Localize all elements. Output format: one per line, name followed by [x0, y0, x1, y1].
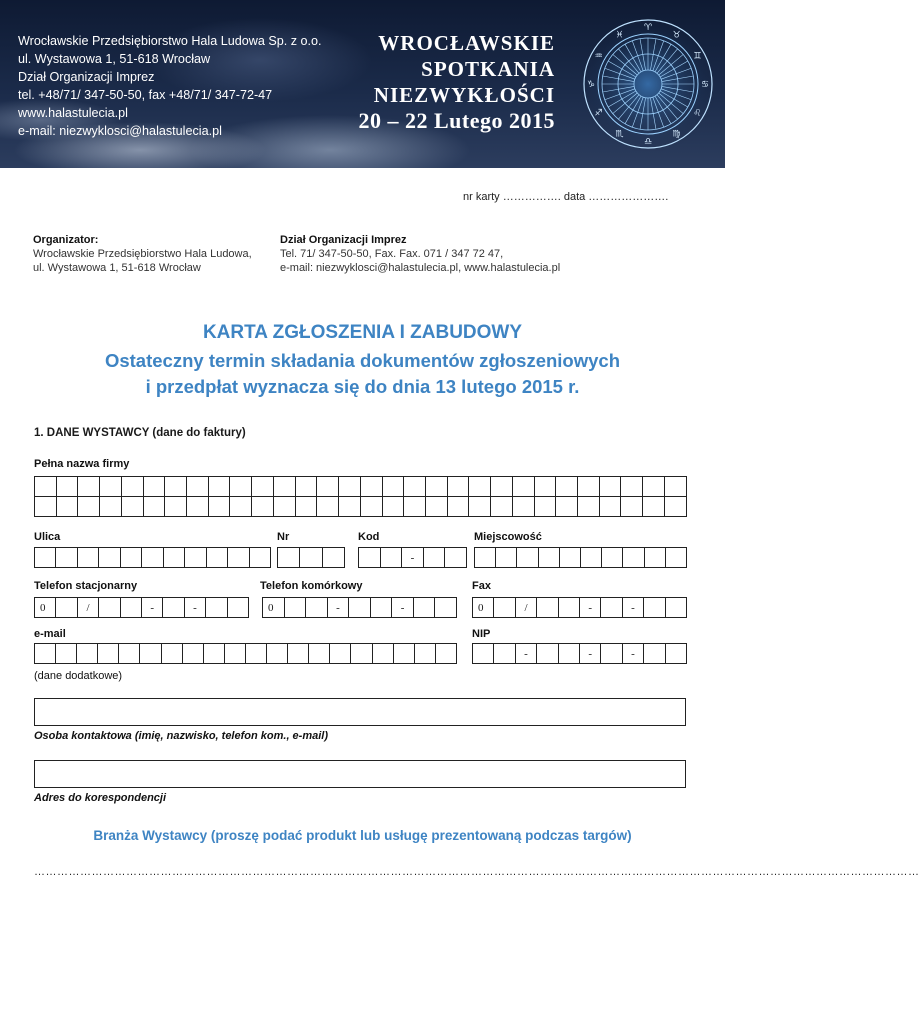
letter-box[interactable] [317, 476, 339, 497]
letter-box[interactable] [469, 496, 491, 517]
letter-box[interactable] [473, 643, 494, 664]
mobile-grid[interactable] [262, 597, 457, 618]
zodiac-sign-icon: ♑ [587, 80, 596, 90]
letter-box[interactable] [537, 643, 558, 664]
letter-box[interactable] [187, 476, 209, 497]
city-grid[interactable] [474, 547, 687, 568]
zodiac-sign-icon: ♐ [594, 108, 603, 119]
letter-box[interactable] [122, 476, 144, 497]
letter-box[interactable] [250, 547, 271, 568]
letter-box[interactable] [100, 496, 122, 517]
letter-box[interactable] [274, 476, 296, 497]
letter-box[interactable] [381, 547, 403, 568]
letter-box[interactable] [559, 643, 580, 664]
letter-box[interactable] [517, 547, 538, 568]
letter-box[interactable] [621, 496, 643, 517]
department-line: Tel. 71/ 347-50-50, Fax. Fax. 071 / 347 72 47, [280, 248, 504, 260]
letter-box[interactable] [230, 476, 252, 497]
letter-box[interactable] [99, 597, 120, 618]
letter-box[interactable] [491, 496, 513, 517]
mobile-label: Telefon komórkowy [260, 580, 363, 592]
letter-box[interactable] [513, 496, 535, 517]
letter-box[interactable] [163, 597, 184, 618]
letter-box[interactable] [578, 476, 600, 497]
letter-box[interactable] [494, 643, 515, 664]
letter-box[interactable] [288, 643, 309, 664]
letter-box[interactable] [426, 496, 448, 517]
zodiac-sign-icon: ♉ [672, 30, 681, 41]
letter-box[interactable] [35, 476, 57, 497]
letter-box[interactable] [373, 643, 394, 664]
fax-label: Fax [472, 580, 491, 592]
letter-box[interactable] [361, 496, 383, 517]
letter-box[interactable] [623, 547, 644, 568]
letter-box[interactable]: 0 [473, 597, 494, 618]
header-line: www.halastulecia.pl [18, 106, 128, 120]
section-heading: 1. DANE WYSTAWCY (dane do faktury) [34, 427, 246, 439]
letter-box[interactable] [644, 643, 665, 664]
header-line: Dział Organizacji Imprez [18, 70, 155, 84]
letter-box[interactable] [57, 496, 79, 517]
letter-box[interactable] [666, 597, 687, 618]
letter-box[interactable] [496, 547, 517, 568]
letter-box[interactable] [513, 476, 535, 497]
correspondence-address-label: Adres do korespondencji [34, 792, 167, 804]
letter-box[interactable]: - [328, 597, 350, 618]
number-grid[interactable] [277, 547, 345, 568]
full-name-grid-row-2[interactable] [34, 496, 687, 517]
landline-grid[interactable] [34, 597, 249, 618]
letter-box[interactable] [230, 496, 252, 517]
letter-box[interactable] [121, 597, 142, 618]
letter-box[interactable] [448, 476, 470, 497]
letter-box[interactable] [359, 547, 381, 568]
letter-box[interactable] [165, 476, 187, 497]
letter-box[interactable] [666, 643, 687, 664]
zodiac-sign-icon: ♒ [594, 51, 603, 62]
letter-box[interactable] [351, 643, 372, 664]
letter-box[interactable] [99, 547, 120, 568]
letter-box[interactable] [142, 547, 163, 568]
letter-box[interactable] [330, 643, 351, 664]
letter-box[interactable] [119, 643, 140, 664]
organizer-block [33, 233, 252, 275]
fax-grid[interactable] [472, 597, 687, 618]
zodiac-sign-icon: ♋ [701, 80, 710, 90]
deadline-line-1: Ostateczny termin składania dokumentów zgłoszeniowych [104, 350, 621, 371]
letter-box[interactable] [285, 597, 307, 618]
letter-box[interactable] [207, 547, 228, 568]
letter-box[interactable] [621, 476, 643, 497]
letter-box[interactable]: / [516, 597, 537, 618]
letter-box[interactable] [435, 597, 457, 618]
letter-box[interactable] [539, 547, 560, 568]
letter-box[interactable] [56, 547, 77, 568]
letter-box[interactable] [383, 476, 405, 497]
letter-box[interactable]: - [142, 597, 163, 618]
letter-box[interactable] [122, 496, 144, 517]
letter-box[interactable]: - [185, 597, 206, 618]
zodiac-sign-icon: ♌ [693, 108, 702, 119]
letter-box[interactable] [252, 476, 274, 497]
letter-box[interactable] [665, 476, 687, 497]
event-dates: 20 – 22 Lutego 2015 [358, 108, 555, 133]
letter-box[interactable]: 0 [263, 597, 285, 618]
letter-box[interactable] [394, 643, 415, 664]
letter-box[interactable] [601, 597, 622, 618]
letter-box[interactable] [426, 476, 448, 497]
letter-box[interactable] [414, 597, 436, 618]
postcode-label: Kod [358, 531, 380, 543]
letter-box[interactable] [383, 496, 405, 517]
letter-box[interactable] [306, 597, 328, 618]
nip-grid[interactable] [472, 643, 687, 664]
letter-box[interactable] [274, 496, 296, 517]
letter-box[interactable] [144, 476, 166, 497]
zodiac-sign-icon: ♍ [672, 129, 681, 140]
letter-box[interactable] [78, 476, 100, 497]
header-organizer-contact [18, 32, 322, 140]
letter-box[interactable] [246, 643, 267, 664]
correspondence-address-field[interactable] [34, 760, 686, 788]
zodiac-sign-icon: ♓ [615, 30, 624, 41]
form-title: KARTA ZGŁOSZENIA I ZABUDOWY [202, 322, 523, 343]
letter-box[interactable] [140, 643, 161, 664]
letter-box[interactable] [187, 496, 209, 517]
letter-box[interactable] [559, 597, 580, 618]
letter-box[interactable]: - [580, 643, 601, 664]
zodiac-sign-icon: ♈ [644, 23, 653, 33]
letter-box[interactable] [448, 496, 470, 517]
letter-box[interactable]: / [78, 597, 99, 618]
letter-box[interactable] [469, 476, 491, 497]
letter-box[interactable] [643, 476, 665, 497]
letter-box[interactable] [77, 643, 98, 664]
letter-box[interactable] [323, 547, 345, 568]
letter-box[interactable] [100, 476, 122, 497]
letter-box[interactable] [225, 643, 246, 664]
event-title [295, 30, 555, 134]
letter-box[interactable] [185, 547, 206, 568]
letter-box[interactable] [206, 597, 227, 618]
letter-box[interactable] [339, 476, 361, 497]
letter-box[interactable] [600, 496, 622, 517]
header-line: tel. +48/71/ 347-50-50, fax +48/71/ 347-72-47 [18, 88, 273, 102]
event-title-line: WROCŁAWSKIE [378, 31, 555, 55]
letter-box[interactable] [491, 476, 513, 497]
letter-box[interactable] [666, 547, 687, 568]
industry-dotted-line[interactable]: …………………………………………………………………………………………………………………………………………………………………………………………………………… [34, 866, 920, 878]
letter-box[interactable] [600, 476, 622, 497]
organizer-line: Wrocławskie Przedsiębiorstwo Hala Ludowa, [33, 248, 252, 260]
letter-box[interactable] [644, 597, 665, 618]
letter-box[interactable] [35, 643, 56, 664]
landline-label: Telefon stacjonarny [34, 580, 138, 592]
department-block [280, 233, 560, 275]
letter-box[interactable]: - [623, 597, 644, 618]
letter-box[interactable] [349, 597, 371, 618]
zodiac-wheel-icon [578, 14, 718, 154]
contact-person-label: Osoba kontaktowa (imię, nazwisko, telefon kom., e-mail) [34, 730, 329, 742]
letter-box[interactable] [162, 643, 183, 664]
letter-box[interactable] [404, 476, 426, 497]
department-line: e-mail: niezwyklosci@halastulecia.pl, www.halastulecia.pl [280, 262, 561, 274]
letter-box[interactable] [556, 476, 578, 497]
letter-box[interactable] [300, 547, 322, 568]
letter-box[interactable] [601, 643, 622, 664]
letter-box[interactable] [415, 643, 436, 664]
letter-box[interactable] [475, 547, 496, 568]
postcode-grid[interactable] [358, 547, 467, 568]
letter-box[interactable] [78, 547, 99, 568]
letter-box[interactable] [209, 496, 231, 517]
letter-box[interactable]: - [516, 643, 537, 664]
letter-box[interactable] [56, 643, 77, 664]
letter-box[interactable] [209, 476, 231, 497]
letter-box[interactable] [252, 496, 274, 517]
header-line: e-mail: niezwyklosci@halastulecia.pl [18, 124, 222, 138]
city-label: Miejscowość [474, 531, 542, 543]
letter-box[interactable] [494, 597, 515, 618]
letter-box[interactable] [56, 597, 77, 618]
letter-box[interactable] [228, 547, 249, 568]
letter-box[interactable] [164, 547, 185, 568]
letter-box[interactable] [183, 643, 204, 664]
letter-box[interactable] [581, 547, 602, 568]
nip-label: NIP [472, 628, 491, 640]
letter-box[interactable]: - [580, 597, 601, 618]
letter-box[interactable] [436, 643, 457, 664]
event-title-line: NIEZWYKŁOŚCI [373, 83, 555, 107]
letter-box[interactable] [144, 496, 166, 517]
industry-heading: Branża Wystawcy (proszę podać produkt lub usługę prezentowaną podczas targów) [93, 828, 632, 843]
letter-box[interactable]: 0 [35, 597, 56, 618]
letter-box[interactable]: - [402, 547, 424, 568]
letter-box[interactable] [228, 597, 249, 618]
letter-box[interactable] [35, 547, 56, 568]
letter-box[interactable] [643, 496, 665, 517]
letter-box[interactable] [78, 496, 100, 517]
organizer-line: ul. Wystawowa 1, 51-618 Wrocław [33, 262, 201, 274]
header-banner [0, 0, 725, 168]
additional-data-label: (dane dodatkowe) [34, 670, 123, 682]
email-grid[interactable] [34, 643, 457, 664]
letter-box[interactable] [602, 547, 623, 568]
card-number-date: nr karty ……………. data …………………. [463, 191, 669, 203]
contact-person-field[interactable] [34, 698, 686, 726]
full-name-label: Pełna nazwa firmy [34, 458, 130, 470]
letter-box[interactable] [361, 476, 383, 497]
organizer-heading: Organizator: [33, 234, 99, 246]
letter-box[interactable] [445, 547, 467, 568]
letter-box[interactable] [204, 643, 225, 664]
letter-box[interactable]: - [623, 643, 644, 664]
full-name-grid-row-1[interactable] [34, 476, 687, 497]
letter-box[interactable] [371, 597, 393, 618]
header-line: Wrocławskie Przedsiębiorstwo Hala Ludowa Sp. z o.o. [18, 34, 322, 48]
letter-box[interactable]: - [392, 597, 414, 618]
event-title-line: SPOTKANIA [421, 57, 555, 81]
letter-box[interactable] [535, 496, 557, 517]
number-label: Nr [277, 531, 290, 543]
letter-box[interactable] [578, 496, 600, 517]
street-grid[interactable] [34, 547, 271, 568]
letter-box[interactable] [645, 547, 666, 568]
letter-box[interactable] [267, 643, 288, 664]
zodiac-sign-icon: ♎ [644, 137, 653, 147]
letter-box[interactable] [296, 476, 318, 497]
letter-box[interactable] [556, 496, 578, 517]
letter-box[interactable] [537, 597, 558, 618]
letter-box[interactable] [535, 476, 557, 497]
letter-box[interactable] [309, 643, 330, 664]
letter-box[interactable] [35, 496, 57, 517]
letter-box[interactable] [57, 476, 79, 497]
department-heading: Dział Organizacji Imprez [280, 234, 407, 246]
street-label: Ulica [34, 531, 61, 543]
letter-box[interactable] [278, 547, 300, 568]
letter-box[interactable] [424, 547, 446, 568]
letter-box[interactable] [98, 643, 119, 664]
letter-box[interactable] [339, 496, 361, 517]
letter-box[interactable] [165, 496, 187, 517]
letter-box[interactable] [296, 496, 318, 517]
email-label: e-mail [34, 628, 66, 640]
deadline-line-2: i przedpłat wyznacza się do dnia 13 lutego 2015 r. [145, 376, 580, 397]
letter-box[interactable] [121, 547, 142, 568]
letter-box[interactable] [560, 547, 581, 568]
zodiac-sign-icon: ♊ [693, 51, 702, 62]
zodiac-sign-icon: ♏ [615, 129, 624, 140]
header-line: ul. Wystawowa 1, 51-618 Wrocław [18, 52, 211, 66]
letter-box[interactable] [665, 496, 687, 517]
letter-box[interactable] [317, 496, 339, 517]
letter-box[interactable] [404, 496, 426, 517]
